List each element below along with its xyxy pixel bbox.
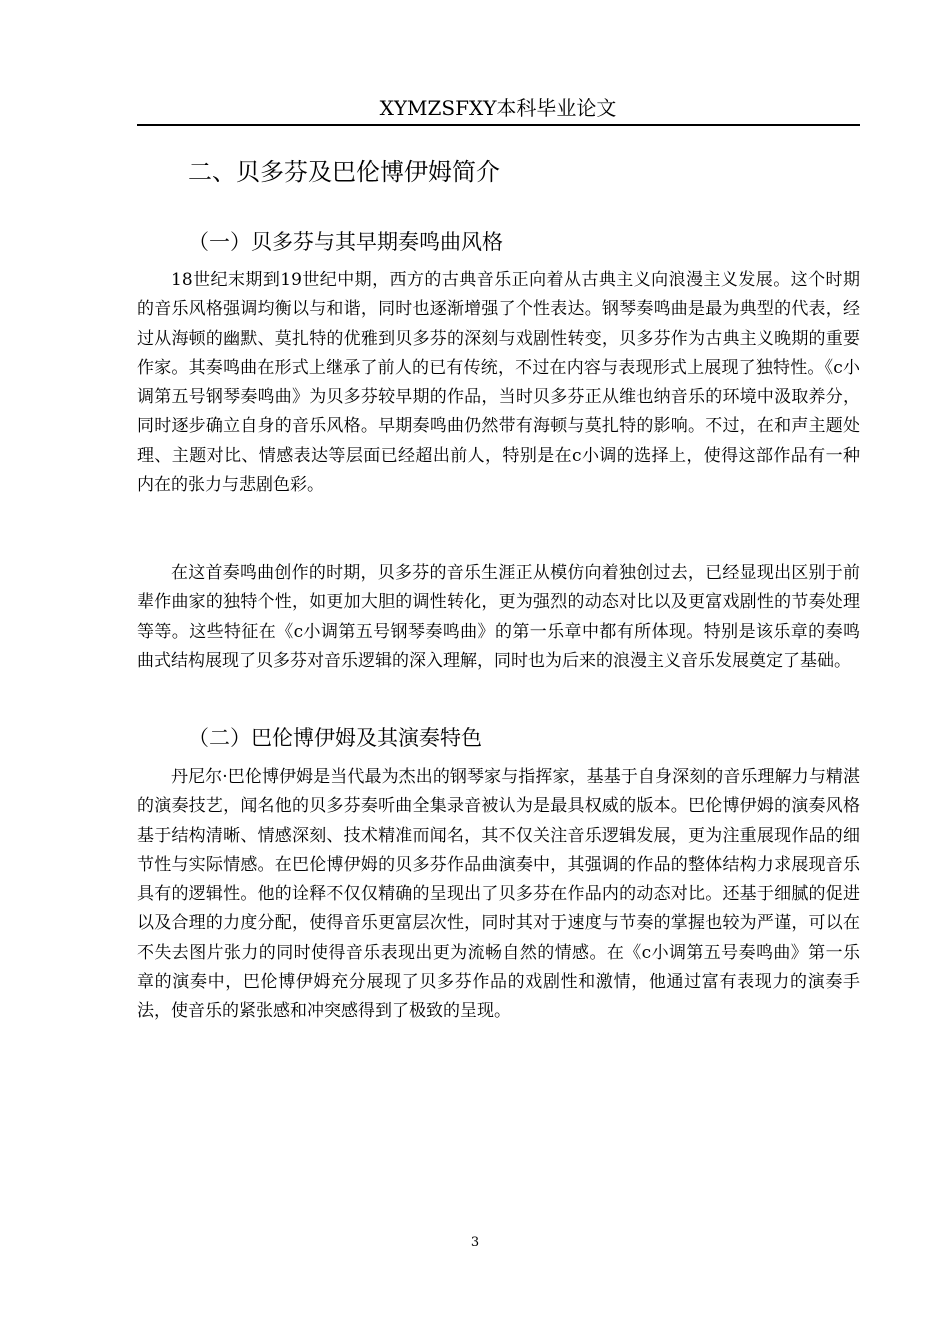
subsection-heading-2: （二）巴伦博伊姆及其演奏特色 (188, 726, 482, 750)
section-heading: 二、贝多芬及巴伦博伊姆简介 (188, 158, 500, 186)
page-number: 3 (470, 1235, 480, 1250)
page-header: XYMZSFXY本科毕业论文 (379, 96, 617, 120)
paragraph-1: 18世纪末期到19世纪中期，西方的古典音乐正向着从古典主义向浪漫主义发展。这个时期的音乐风格强调均衡以与和谐，同时也逐渐增强了个性表达。钢琴奏鸣曲是最为典型的代表，经过从海顿的幽默、莫扎特的优雅到贝多芬的深刻与戏剧性转变，贝多芬作为古典主义晚期的重要作家。其奏鸣曲在形式上继承了前人的已有传统，不过在内容与表现形式上展现了独特性。《c小调第五号钢琴奏鸣曲》为贝多芬较早期的作品，当时贝多芬正从维也纳音乐的环境中汲取养分，同时逐步确立自身的音乐风格。早期奏鸣曲仍然带有海顿与莫扎特的影响。不过，在和声主题处理、主题对比、情感表达等层面已经超出前人，特别是在c小调的选择上，使得这部作品有一种内在的张力与悲剧色彩。 (137, 270, 860, 496)
paragraph-3: 丹尼尔·巴伦博伊姆是当代最为杰出的钢琴家与指挥家，基基于自身深刻的音乐理解力与精湛的演奏技艺，闻名他的贝多芬奏听曲全集录音被认为是最具权威的版本。巴伦博伊姆的演奏风格基于结构清晰、情感深刻、技术精准而闻名，其不仅关注音乐逻辑发展，更为注重展现作品的细节性与实际情感。在巴伦博伊姆的贝多芬作品曲演奏中，其强调的作品的整体结构力求展现音乐具有的逻辑性。他的诠释不仅仅精确的呈现出了贝多芬在作品内的动态对比。还基于细腻的促进以及合理的力度分配，使得音乐更富层次性，同时其对于速度与节奏的掌握也较为严谨，可以在不失去图片张力的同时使得音乐表现出更为流畅自然的情感。在《c小调第五号奏鸣曲》第一乐章的演奏中，巴伦博伊姆充分展现了贝多芬作品的戏剧性和激情，他通过富有表现力的演奏手法，使音乐的紧张感和冲突感得到了极致的呈现。 (137, 767, 860, 1022)
header-divider (137, 124, 860, 126)
subsection-heading-1: （一）贝多芬与其早期奏鸣曲风格 (188, 230, 503, 254)
paragraph-2: 在这首奏鸣曲创作的时期，贝多芬的音乐生涯正从模仿向着独创过去，已经显现出区别于前辈作曲家的独特个性，如更加大胆的调性转化，更为强烈的动态对比以及更富戏剧性的节奏处理等等。这些特征在《c小调第五号钢琴奏鸣曲》的第一乐章中都有所体现。特别是该乐章的奏鸣曲式结构展现了贝多芬对音乐逻辑的深入理解，同时也为后来的浪漫主义音乐发展奠定了基础。 (137, 563, 860, 671)
